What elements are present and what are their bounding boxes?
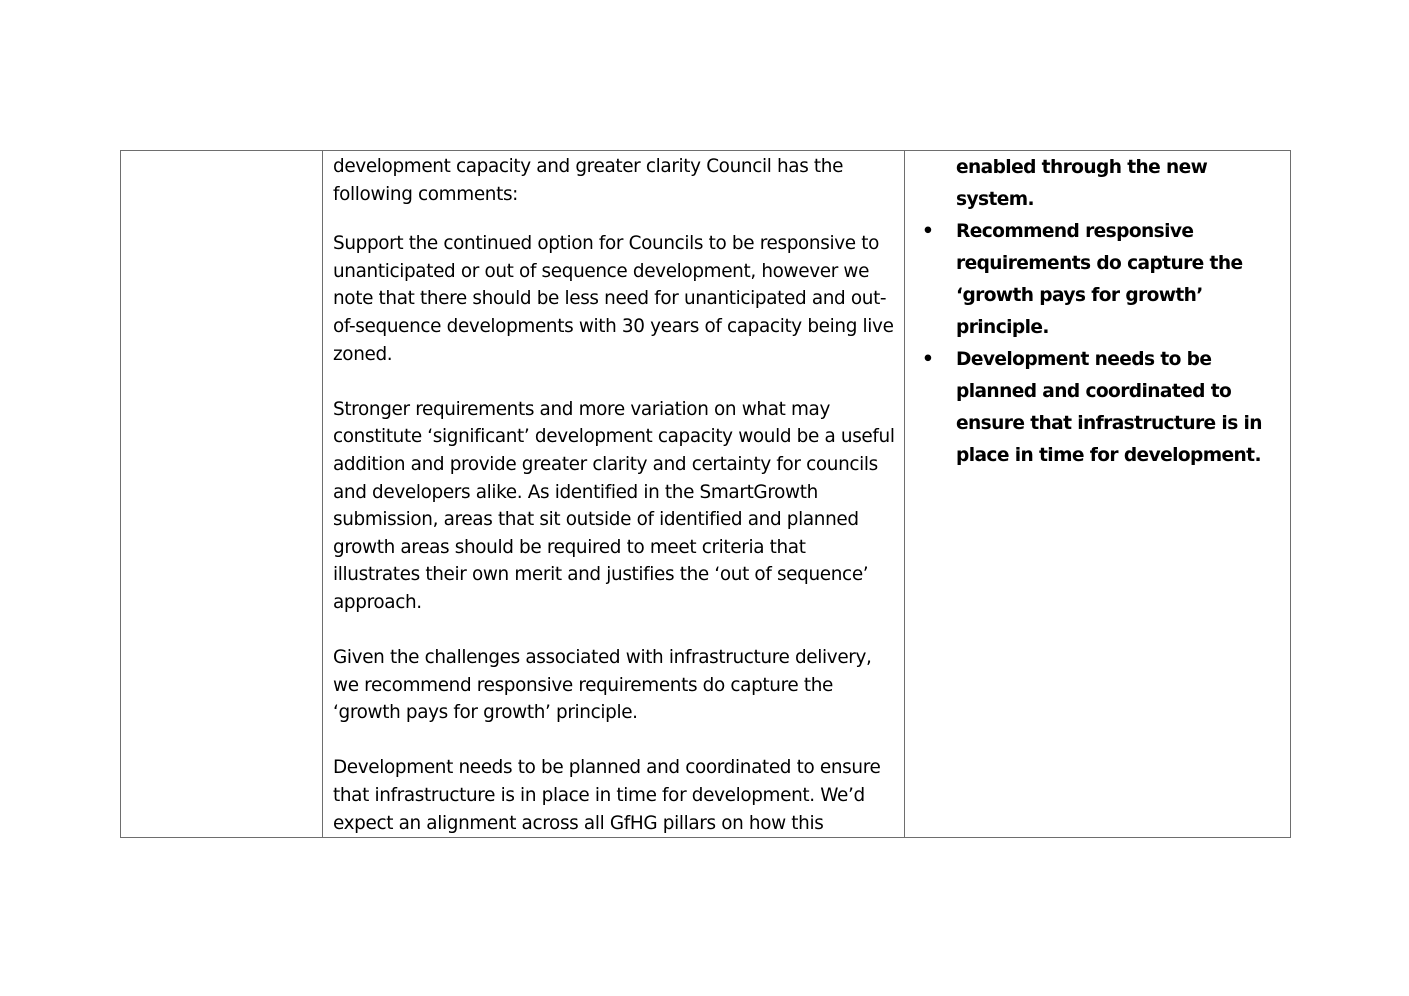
bullet-icon: • <box>922 349 934 370</box>
recommendation-continuation: enabled through the new system. <box>956 157 1208 210</box>
table-row <box>121 151 1291 838</box>
comment-paragraph-1: development capacity and greater clarity Council has the following comments: <box>333 156 844 205</box>
comments-table <box>120 150 1291 838</box>
recommendation-list <box>917 216 1280 472</box>
comment-paragraph-5: Development needs to be planned and coordinated to ensure that infrastructure is in place in time for development. We’d expect an alignment across all GfHG pillars on how this <box>333 757 881 834</box>
table-cell-recommendations <box>905 151 1291 838</box>
bullet-icon: • <box>922 221 934 242</box>
list-item <box>917 216 1280 344</box>
comment-paragraph-2: Support the continued option for Councils to be responsive to unanticipated or out of sequence development, however we note that there should be less need for unanticipated and out-of-sequence developments with 30 years of capacity being live zoned. <box>333 233 894 365</box>
table-cell-topic <box>121 151 323 838</box>
comment-paragraph-4: Given the challenges associated with infrastructure delivery, we recommend responsive requirements do capture the ‘growth pays for growth’ principle. <box>333 647 872 724</box>
recommendation-text: Development needs to be planned and coordinated to ensure that infrastructure is in place in time for development. <box>956 349 1262 466</box>
recommendation-text: Recommend responsive requirements do capture the ‘growth pays for growth’ principle. <box>956 221 1243 338</box>
table-cell-comments <box>323 151 905 838</box>
recommendations-text <box>905 151 1290 472</box>
list-item <box>917 344 1280 472</box>
comment-paragraph-3: Stronger requirements and more variation on what may constitute ‘significant’ development capacity would be a useful addition and provide greater clarity and certainty for councils and developers alike. As identified in the SmartGrowth submission, areas that sit outside of identified and planned growth areas should be required to meet criteria that illustrates their own merit and justifies the ‘out of sequence’ approach. <box>333 398 895 613</box>
comments-text <box>323 151 904 837</box>
